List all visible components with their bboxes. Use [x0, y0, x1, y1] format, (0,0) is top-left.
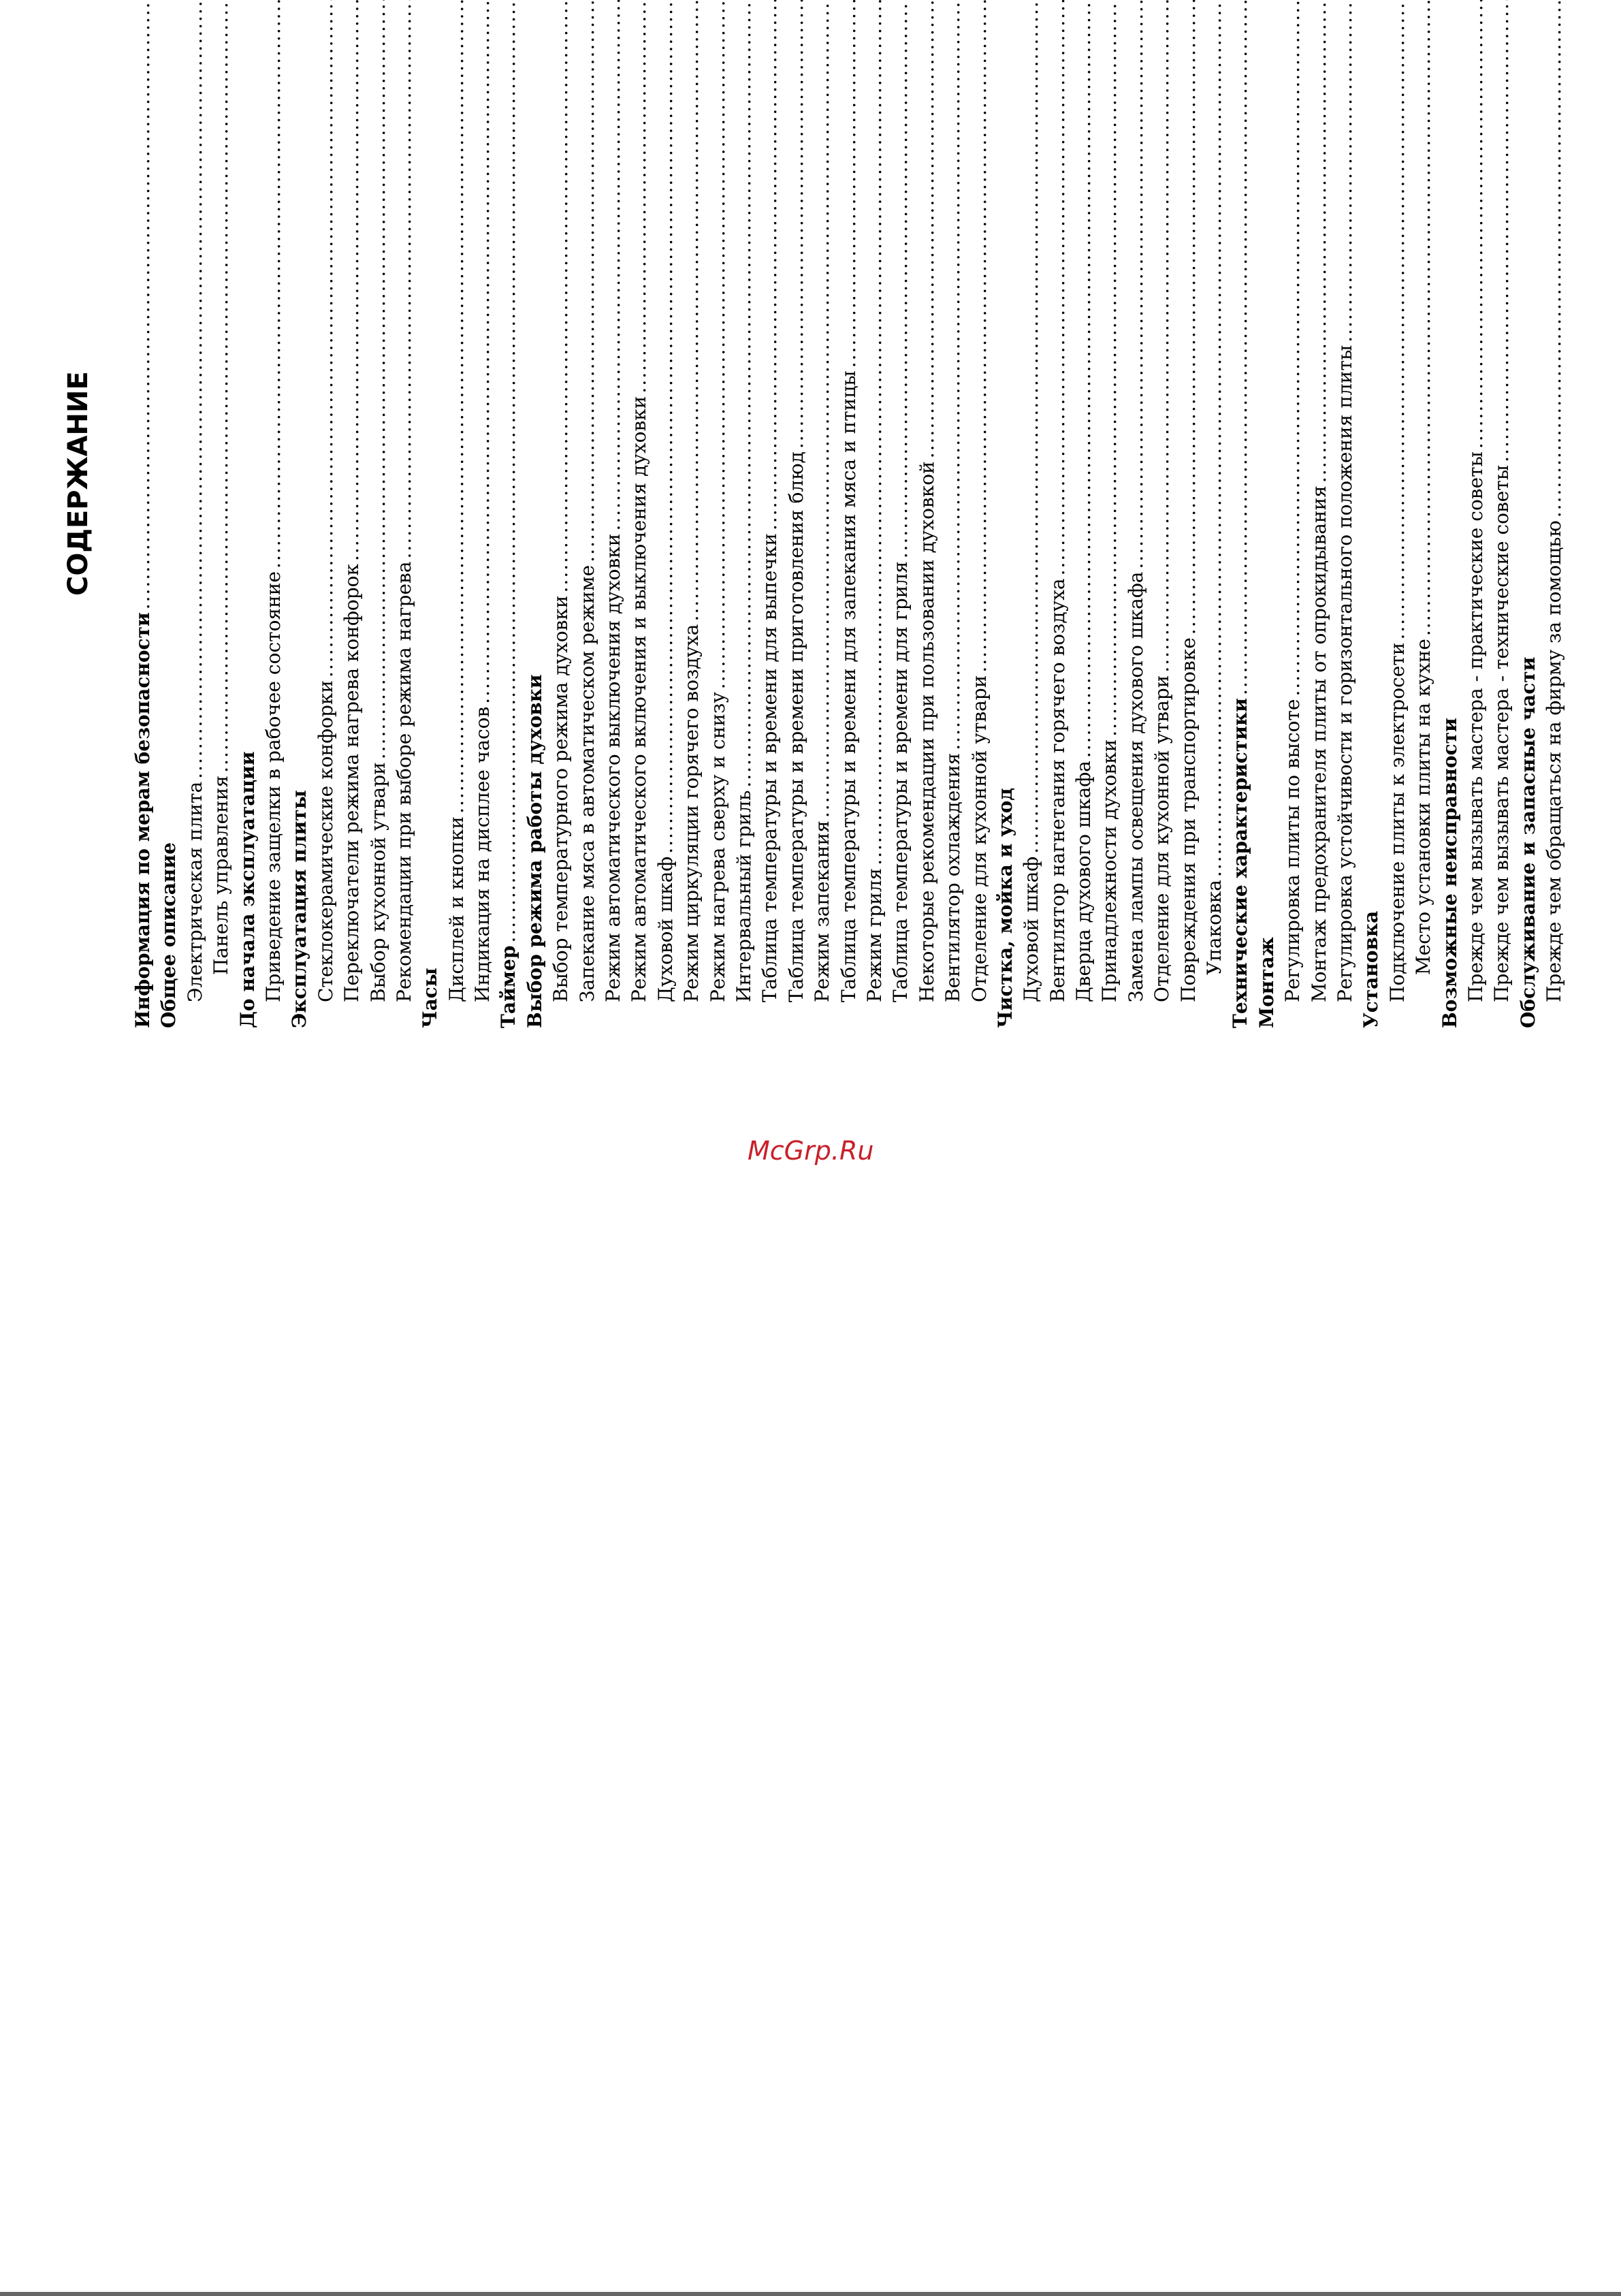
toc-leader-dots [444, 0, 470, 814]
toc-entry [261, 0, 287, 1028]
toc-entry-label: Таблица температуры и времени приготовления блюд [784, 451, 807, 1002]
watermark: McGrp.Ru [748, 1136, 874, 1166]
toc-entry [182, 0, 208, 1028]
toc-leader-dots [600, 0, 626, 531]
toc-leader-dots [967, 0, 993, 673]
toc-entry [1018, 0, 1044, 1028]
toc-entry [1385, 0, 1411, 1028]
toc-entry-label: Духовой шкаф [1020, 856, 1043, 1002]
toc-leader-dots [784, 0, 809, 449]
toc-entry-label: Регулировка плиты по высоте [1281, 699, 1304, 1002]
toc-entry [809, 0, 835, 1028]
toc-leader-dots [548, 0, 574, 592]
toc-entry-label: Вентилятор охлаждения [942, 752, 965, 1002]
toc-entry [784, 0, 809, 1028]
toc-entry [1463, 0, 1489, 1028]
toc-entry-label: Дверца духового шкафа [1072, 761, 1095, 1002]
toc-entry-label: Вентилятор нагнетания горячего воздуха [1046, 578, 1069, 1002]
toc-entry-label: Обслуживание и запасные части [1516, 656, 1539, 1028]
toc-entry [888, 0, 914, 1028]
toc-leader-dots [888, 0, 914, 558]
toc-entry-label: Отделение для кухонной утвари [1151, 675, 1174, 1002]
toc-entry-label: Таблица температуры и времени для гриля [889, 561, 912, 1002]
toc-entry-label: Подключение плиты к электросети [1385, 642, 1409, 1002]
toc-entry-label: Прежде чем вызывать мастера - технические советы [1490, 464, 1513, 1002]
toc-entry-label: Возможные неисправности [1438, 718, 1461, 1028]
toc-entry [444, 0, 470, 1028]
toc-entry-label: Замена лампы освещения духового шкафа [1124, 571, 1147, 1002]
toc-leader-dots [1489, 0, 1515, 462]
toc-leader-dots [731, 0, 757, 788]
toc-leader-dots [626, 0, 652, 394]
toc-entry-label: До начала эксплуатации [236, 751, 259, 1028]
toc-entry-label: Выбор режима работы духовки [523, 674, 546, 1028]
toc-entry [1176, 0, 1202, 1028]
toc-entry [626, 0, 652, 1028]
toc-entry [470, 0, 496, 1028]
toc-leader-dots [1463, 0, 1489, 449]
toc-leader-dots [940, 0, 966, 750]
toc-entry-label: Стеклокерамические конфорки [314, 680, 337, 1002]
toc-entry [679, 0, 705, 1028]
toc-entry-label: Режим нагрева сверху и снизу [706, 692, 729, 1002]
toc-leader-dots [182, 0, 208, 779]
toc-leader-dots [1227, 0, 1253, 695]
toc-entry [836, 0, 862, 1028]
toc-leader-dots [705, 0, 731, 689]
toc-entry [522, 0, 548, 1028]
toc-entry [156, 0, 182, 1028]
toc-leader-dots [836, 0, 862, 368]
toc-entry [914, 0, 940, 1028]
toc-entry-label: Приведение защелки в рабочее состояние [261, 571, 285, 1002]
toc-entry-label: Общее описание [157, 842, 180, 1028]
toc-entry-label: Установка [1360, 910, 1383, 1028]
toc-leader-dots [1411, 0, 1437, 636]
toc-entry-label: Режим автоматического выключения духовки [602, 533, 625, 1002]
bottom-rule [0, 2292, 1621, 2296]
page-title: СОДЕРЖАНИЕ [63, 371, 94, 596]
toc-entry [417, 0, 443, 1028]
toc-entry [862, 0, 888, 1028]
toc-entry [1437, 0, 1463, 1028]
toc-entry-label: Прежде чем вызывать мастера - практические советы [1464, 451, 1487, 1002]
toc-entry-label: Место установки плиты на кухне [1412, 639, 1435, 975]
toc-entry-label: Режим автоматического включения и выключения духовки [628, 396, 651, 1002]
toc-entry-label: Принадлежности духовки [1098, 739, 1121, 1002]
toc-entry [575, 0, 600, 1028]
toc-entry-label: Таймер [497, 945, 520, 1028]
toc-entry [600, 0, 626, 1028]
toc-leader-dots [496, 0, 521, 943]
toc-entry-label: Индикация на дисплее часов [471, 706, 494, 1002]
toc-leader-dots [1541, 0, 1567, 517]
toc-leader-dots [1385, 0, 1411, 640]
toc-entry [1097, 0, 1123, 1028]
toc-entry-label: Некоторые рекомендации при пользовании духовкой [915, 461, 938, 1002]
toc-list [130, 0, 1567, 1028]
toc-leader-dots [1149, 0, 1175, 673]
toc-entry [208, 0, 234, 1028]
toc-leader-dots [208, 0, 234, 773]
toc-entry [1254, 0, 1280, 1028]
toc-entry-label: Информация по мерам безопасности [131, 612, 154, 1028]
toc-entry [391, 0, 417, 1028]
toc-entry-label: Монтаж [1255, 937, 1278, 1028]
toc-entry [1149, 0, 1175, 1028]
toc-leader-dots [653, 0, 679, 854]
toc-entry [1045, 0, 1071, 1028]
toc-entry-label: Эксплуатация плиты [288, 790, 311, 1028]
toc-entry-label: Режим гриля [863, 867, 886, 1002]
toc-entry [496, 0, 521, 1028]
toc-entry [1489, 0, 1515, 1028]
toc-entry [967, 0, 993, 1028]
toc-entry [1541, 0, 1567, 1028]
toc-entry [940, 0, 966, 1028]
toc-entry-label: Режим циркуляции горячего воздуха [680, 624, 703, 1002]
toc-entry [1411, 0, 1437, 1028]
toc-entry-label: Режим запекания [811, 820, 834, 1002]
toc-entry [235, 0, 261, 1028]
toc-entry-label: Отделение для кухонной утвари [967, 675, 991, 1002]
toc-entry [1358, 0, 1384, 1028]
toc-leader-dots [130, 0, 156, 609]
toc-leader-dots [809, 0, 835, 818]
toc-entry-label: Технические характеристики [1229, 698, 1252, 1028]
toc-entry [1280, 0, 1306, 1028]
toc-entry-label: Электрическая плита [183, 781, 206, 1002]
toc-entry-label: Таблица температуры и времени для запекания мяса и птицы [837, 370, 860, 1002]
toc-entry [1202, 0, 1227, 1028]
toc-leader-dots [1280, 0, 1306, 697]
toc-leader-dots [470, 0, 496, 704]
toc-entry [313, 0, 339, 1028]
toc-leader-dots [679, 0, 705, 622]
toc-entry [287, 0, 312, 1028]
toc-entry [1306, 0, 1332, 1028]
toc-entry-label: Выбор кухонной утвари [366, 762, 389, 1002]
toc-leader-dots [1202, 0, 1227, 877]
toc-entry [653, 0, 679, 1028]
toc-leader-dots [1176, 0, 1202, 635]
toc-leader-dots [862, 0, 888, 865]
toc-entry [705, 0, 731, 1028]
toc-leader-dots [391, 0, 417, 558]
toc-leader-dots [1332, 0, 1358, 342]
toc-entry-label: Таблица температуры и времени для выпечки [758, 533, 782, 1002]
toc-leader-dots [1097, 0, 1123, 737]
toc-leader-dots [339, 0, 365, 561]
toc-entry-label: Чистка, мойка и уход [993, 788, 1016, 1028]
toc-entry [339, 0, 365, 1028]
toc-leader-dots [757, 0, 783, 530]
toc-leader-dots [1018, 0, 1044, 854]
toc-entry-label: Дисплей и кнопки [445, 816, 468, 1002]
toc-entry [1332, 0, 1358, 1028]
toc-entry [993, 0, 1018, 1028]
toc-entry [548, 0, 574, 1028]
toc-leader-dots [575, 0, 600, 562]
toc-leader-dots [1306, 0, 1332, 483]
toc-entry-label: Интервальный гриль [732, 790, 755, 1002]
toc-entry-label: Повреждения при транспортировке [1176, 637, 1200, 1002]
toc-entry [731, 0, 757, 1028]
toc-entry-label: Выбор температурного режима духовки [549, 595, 573, 1002]
toc-leader-dots [1071, 0, 1097, 758]
toc-entry-label: Регулировка устойчивости и горизонтального положения плиты [1333, 345, 1356, 1002]
toc-leader-dots [313, 0, 339, 677]
toc-entry [366, 0, 391, 1028]
toc-entry [1515, 0, 1541, 1028]
toc-entry-label: Запекание мяса в автоматическом режиме [575, 564, 598, 1002]
toc-entry-label: Упаковка [1203, 880, 1226, 975]
toc-leader-dots [914, 0, 940, 458]
toc-entry [1123, 0, 1149, 1028]
toc-leader-dots [1123, 0, 1149, 569]
toc-entry [1071, 0, 1097, 1028]
toc-entry-label: Панель управления [210, 775, 233, 975]
toc-entry-label: Рекомендации при выборе режима нагрева [392, 561, 415, 1002]
table-of-contents [65, 41, 1567, 1028]
toc-entry-label: Переключатели режима нагрева конфорок [340, 564, 364, 1002]
toc-entry [757, 0, 783, 1028]
toc-leader-dots [366, 0, 391, 759]
toc-entry-label: Монтаж предохранителя плиты от опрокидывания [1307, 485, 1330, 1002]
toc-entry-label: Часы [419, 968, 442, 1028]
toc-entry-label: Прежде чем обращаться на фирму за помощью [1543, 520, 1566, 1002]
toc-entry [1227, 0, 1253, 1028]
toc-leader-dots [1045, 0, 1071, 575]
toc-entry [130, 0, 156, 1028]
toc-entry-label: Духовой шкаф [654, 856, 677, 1002]
toc-leader-dots [261, 0, 287, 569]
